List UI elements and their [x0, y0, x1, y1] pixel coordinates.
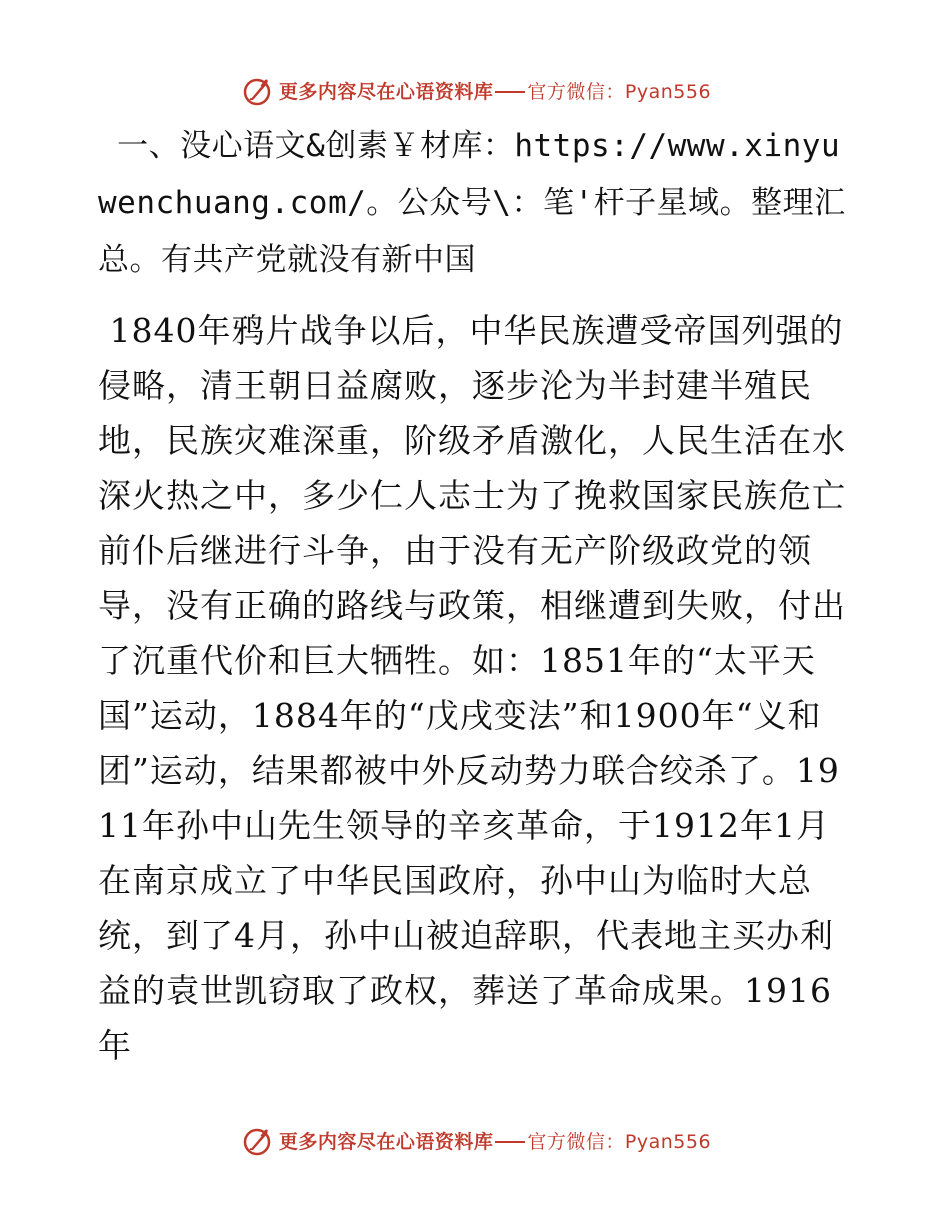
watermark-wechat-text: 官方微信：Pyan556 — [527, 80, 712, 103]
feather-pen-logo-icon — [239, 1122, 275, 1158]
body-paragraph: 1840年鸦片战争以后，中华民族遭受帝国列强的侵略，清王朝日益腐败，逐步沦为半封建半殖民地，民族灾难深重，阶级矛盾激化，人民生活在水深火热之中，多少仁人志士为了挽救国家民族危亡前仆后继进行斗争，由于没有无产阶级政党的领导，没有正确的路线与政策，相继遭到失败，付出了沉重代价和巨大牺牲。如：1851年的“太平天国”运动，1884年的“戊戌变法”和1900年“义和团”运动，结果都被中外反动势力联合绞杀了。1911年孙中山先生领导的辛亥革命，于1912年1月在南京成立了中华民国政府，孙中山为临时大总统，到了4月，孙中山被迫辞职，代表地主买办利益的袁世凯窃取了政权，葬送了革命成果。1916年 — [98, 311, 846, 1065]
watermark-main-text: 更多内容尽在心语资料库 — [278, 1130, 494, 1153]
watermark-wechat-text: 官方微信：Pyan556 — [527, 1130, 712, 1153]
watermark-dash — [495, 91, 525, 93]
feather-pen-logo-icon — [239, 72, 275, 108]
footer-watermark — [0, 1120, 950, 1160]
watermark-text — [279, 77, 711, 104]
document-body — [98, 118, 858, 1073]
watermark-main-text: 更多内容尽在心语资料库 — [278, 80, 494, 103]
watermark-dash — [495, 1141, 525, 1143]
heading-paragraph: 一、没心语文&创素￥材库：https://www.xinyuwenchuang.com/。公众号\：笔'杆子星域。整理汇总。有共产党就没有新中国 — [98, 128, 846, 278]
watermark-text — [279, 1127, 711, 1154]
header-watermark — [0, 70, 950, 110]
